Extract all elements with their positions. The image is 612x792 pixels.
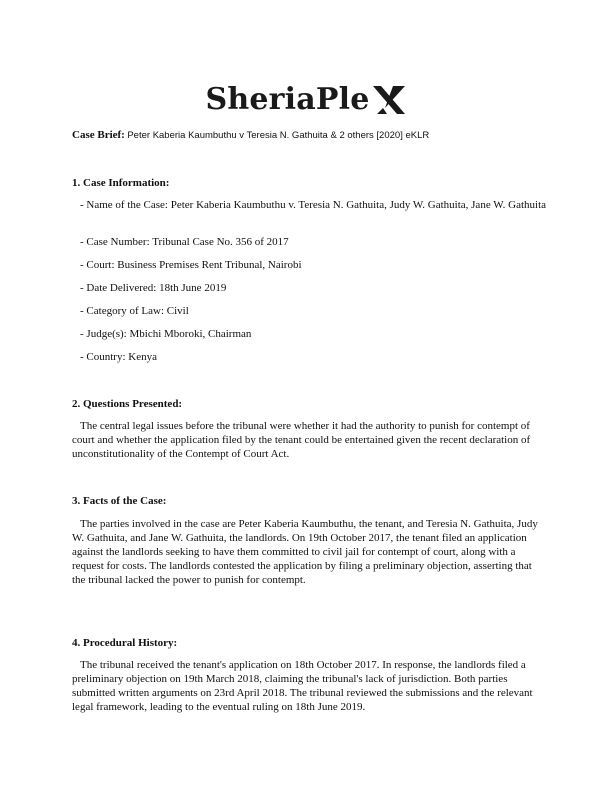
section-heading-procedural-history: 4. Procedural History:	[72, 637, 178, 649]
info-line-date-delivered: - Date Delivered: 18th June 2019	[80, 282, 227, 294]
section-heading-case-information: 1. Case Information:	[72, 177, 170, 189]
case-brief-title: Peter Kaberia Kaumbuthu v Teresia N. Gathuita & 2 others [2020] eKLR	[127, 130, 430, 141]
paragraph-facts: The parties involved in the case are Peter Kaberia Kaumbuthu, the tenant, and Teresia N. Gathuita, Judy W. Gathuita, and Jane W. Gathuita, the landlords. On 19th October 2017, the tenant filed an application against the landlords seeking to have them committed to civil jail for contempt of court, along with a request for costs. The landlords contested the application by filing a preliminary objection, asserting that the tribunal lacked the power to punish for contempt.	[72, 518, 538, 586]
info-line-case-number: - Case Number: Tribunal Case No. 356 of 2017	[80, 236, 289, 248]
section-heading-facts: 3. Facts of the Case:	[72, 495, 167, 507]
logo-wordmark: SheriaPle	[205, 82, 370, 117]
case-brief-label: Case Brief:	[72, 129, 125, 141]
sheriaplex-logo	[0, 80, 612, 120]
x-icon	[371, 82, 407, 118]
info-line-case-name: - Name of the Case: Peter Kaberia Kaumbuthu v. Teresia N. Gathuita, Judy W. Gathuita, Jane W. Gathuita	[80, 199, 547, 211]
paragraph-procedural-history: The tribunal received the tenant's application on 18th October 2017. In response, the landlords filed a preliminary objection on 19th March 2018, claiming the tribunal's lack of jurisdiction. Both parties submitted written arguments on 23rd April 2018. The tribunal reviewed the submissions and the relevant legal framework, leading to the eventual ruling on 18th June 2019.	[72, 659, 533, 713]
case-brief-line	[72, 128, 429, 143]
info-line-judges: - Judge(s): Mbichi Mboroki, Chairman	[80, 328, 252, 340]
info-line-country: - Country: Kenya	[80, 351, 157, 363]
info-line-category: - Category of Law: Civil	[80, 305, 189, 317]
section-heading-questions-presented: 2. Questions Presented:	[72, 398, 183, 410]
paragraph-questions-presented: The central legal issues before the tribunal were whether it had the authority to punish for contempt of court and whether the application filed by the tenant could be entertained given the recent declaration of unconstitutionality of the Contempt of Court Act.	[72, 420, 531, 460]
info-line-court: - Court: Business Premises Rent Tribunal, Nairobi	[80, 259, 302, 271]
